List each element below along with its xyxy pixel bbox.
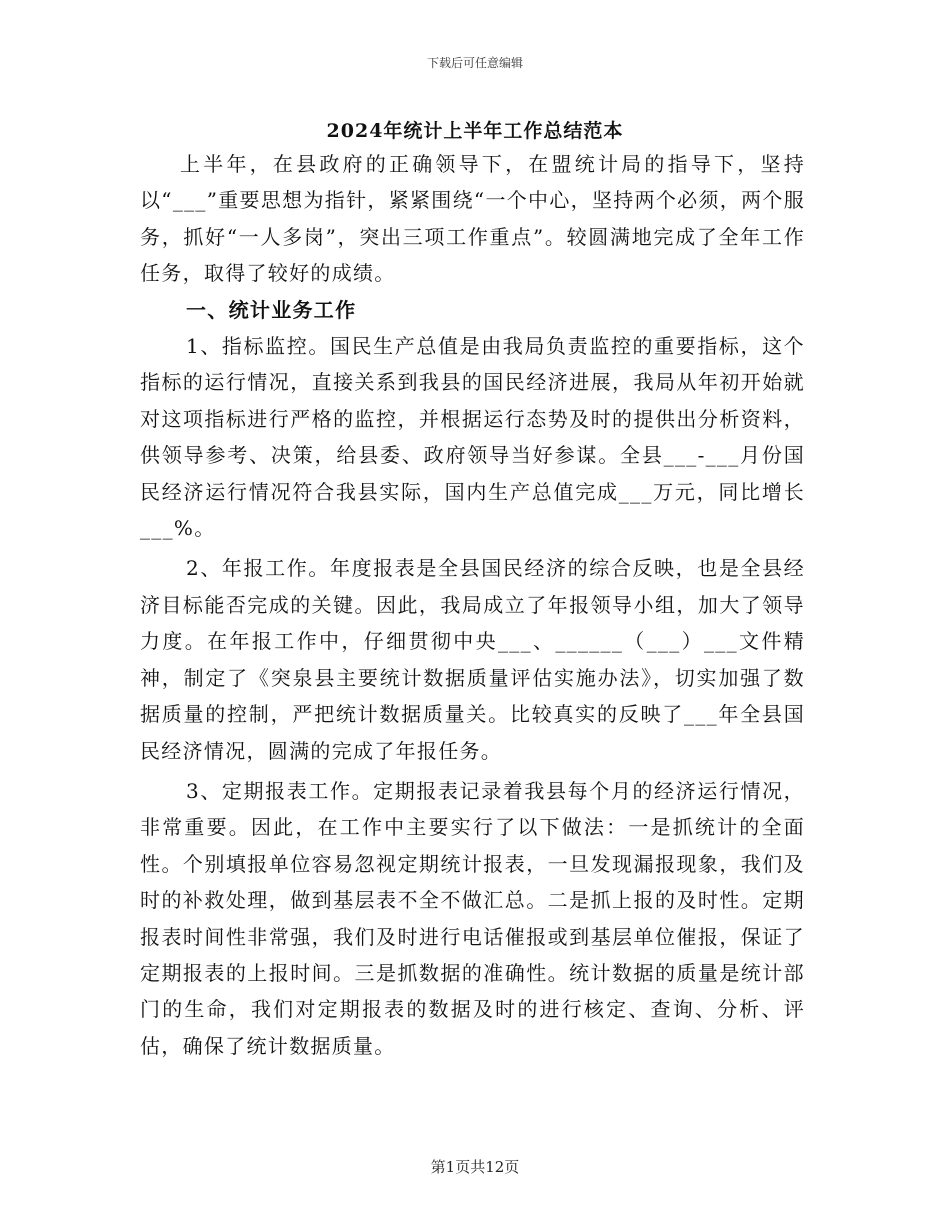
document-title: 2024年统计上半年工作总结范本: [326, 120, 624, 142]
paragraph-periodic-report: 3、定期报表工作。定期报表记录着我县每个月的经济运行情况，非常重要。因此，在工作中主要实行了以下做法：一是抓统计的全面性。个别填报单位容易忽视定期统计报表，一旦发现漏报现象，我们及时的补救处理，做到基层表不全不做汇总。二是抓上报的及时性。定期报表时间性非常强，我们及时进行电话催报或到基层单位催报，保证了定期报表的上报时间。三是抓数据的准确性。统计数据的质量是统计部门的生命，我们对定期报表的数据及时的进行核定、查询、分析、评估，确保了统计数据质量。: [140, 778, 805, 1058]
paragraph-indicator-monitoring: 1、指标监控。国民生产总值是由我局负责监控的重要指标，这个指标的运行情况，直接关系到我县的国民经济进展，我局从年初开始就对这项指标进行严格的监控，并根据运行态势及时的提供出分析资料，供领导参考、决策，给县委、政府领导当好参谋。全县___-___月份国民经济运行情况符合我县实际，国内生产总值完成___万元，同比增长___%。: [140, 334, 805, 541]
section-heading: 一、统计业务工作: [186, 297, 357, 322]
document-body: [140, 146, 805, 1064]
paragraph-annual-report: 2、年报工作。年度报表是全县国民经济的综合反映，也是全县经济目标能否完成的关键。因此，我局成立了年报领导小组，加大了领导力度。在年报工作中，仔细贯彻中央___、______（___）___文件精神，制定了《突泉县主要统计数据质量评估实施办法》，切实加强了数据质量的控制，严把统计数据质量关。比较真实的反映了___年全县国民经济情况，圆满的完成了年报任务。: [140, 556, 805, 763]
page-header-note: 下载后可任意编辑: [426, 56, 523, 70]
intro-paragraph: 上半年，在县政府的正确领导下，在盟统计局的指导下，坚持以“___”重要思想为指针，紧紧围绕“一个中心，坚持两个必须，两个服务，抓好“一人多岗”，突出三项工作重点”。较圆满地完成了全年工作任务，取得了较好的成绩。: [140, 152, 805, 286]
page-number: 第1页共12页: [430, 1158, 520, 1176]
